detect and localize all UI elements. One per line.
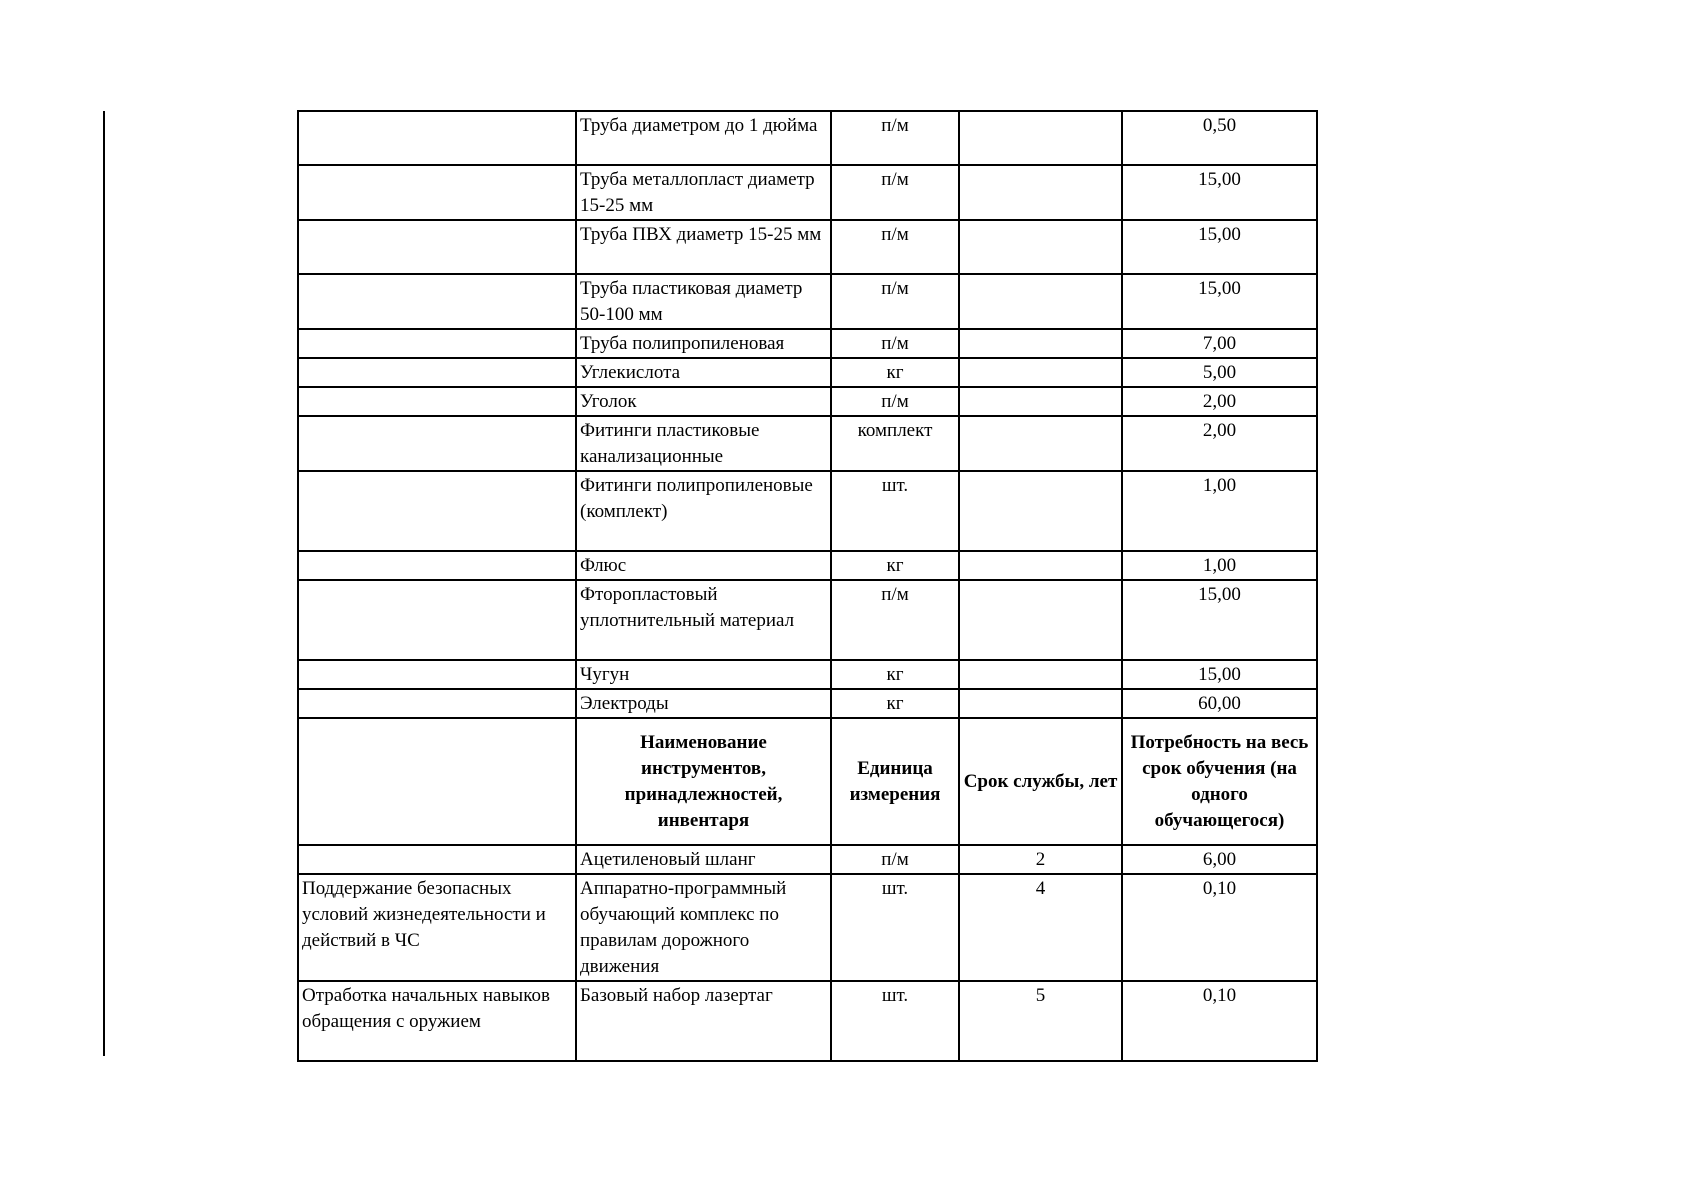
quantity-cell: 1,00	[1122, 471, 1317, 551]
item-name-cell: Чугун	[576, 660, 831, 689]
table-row	[298, 358, 1317, 387]
table-row	[298, 874, 1317, 981]
service-life-cell: 2	[959, 845, 1122, 874]
category-cell: Отработка начальных навыков обращения с оружием	[298, 981, 576, 1061]
unit-cell: п/м	[831, 111, 959, 165]
category-cell	[298, 111, 576, 165]
unit-cell: п/м	[831, 220, 959, 274]
item-name-cell: Труба металлопласт диаметр 15-25 мм	[576, 165, 831, 220]
category-cell	[298, 416, 576, 471]
table-row	[298, 981, 1317, 1061]
quantity-cell: 2,00	[1122, 416, 1317, 471]
service-life-cell	[959, 111, 1122, 165]
service-life-cell	[959, 387, 1122, 416]
service-life-cell	[959, 274, 1122, 329]
item-name-cell: Фитинги полипропиленовые (комплект)	[576, 471, 831, 551]
quantity-cell: 15,00	[1122, 165, 1317, 220]
table-row	[298, 689, 1317, 718]
table-row	[298, 274, 1317, 329]
quantity-cell: 15,00	[1122, 220, 1317, 274]
page-margin-line	[103, 111, 105, 1056]
quantity-cell: 15,00	[1122, 580, 1317, 660]
item-name-cell: Флюс	[576, 551, 831, 580]
tools-header-row	[298, 718, 1317, 845]
table-row	[298, 416, 1317, 471]
unit-cell: кг	[831, 660, 959, 689]
item-name-cell: Базовый набор лазертаг	[576, 981, 831, 1061]
unit-cell: шт.	[831, 981, 959, 1061]
unit-cell: шт.	[831, 471, 959, 551]
category-cell	[298, 689, 576, 718]
category-cell	[298, 165, 576, 220]
header-service-life-cell: Срок службы, лет	[959, 718, 1122, 845]
quantity-cell: 15,00	[1122, 274, 1317, 329]
unit-cell: кг	[831, 358, 959, 387]
unit-cell: п/м	[831, 580, 959, 660]
item-name-cell: Фторопластовый уплотнительный материал	[576, 580, 831, 660]
unit-cell: шт.	[831, 874, 959, 981]
service-life-cell	[959, 551, 1122, 580]
table-row	[298, 165, 1317, 220]
item-name-cell: Уголок	[576, 387, 831, 416]
service-life-cell	[959, 329, 1122, 358]
table-row	[298, 387, 1317, 416]
quantity-cell: 5,00	[1122, 358, 1317, 387]
header-name-cell: Наименование инструментов, принадлежностей, инвентаря	[576, 718, 831, 845]
table-row	[298, 111, 1317, 165]
quantity-cell: 0,10	[1122, 981, 1317, 1061]
service-life-cell: 4	[959, 874, 1122, 981]
quantity-cell: 6,00	[1122, 845, 1317, 874]
item-name-cell: Ацетиленовый шланг	[576, 845, 831, 874]
service-life-cell	[959, 660, 1122, 689]
service-life-cell	[959, 165, 1122, 220]
table-row	[298, 845, 1317, 874]
category-cell	[298, 471, 576, 551]
category-cell	[298, 329, 576, 358]
table-row	[298, 471, 1317, 551]
category-cell	[298, 580, 576, 660]
category-cell	[298, 220, 576, 274]
category-cell	[298, 274, 576, 329]
quantity-cell: 15,00	[1122, 660, 1317, 689]
category-cell	[298, 358, 576, 387]
unit-cell: п/м	[831, 274, 959, 329]
header-category-cell	[298, 718, 576, 845]
item-name-cell: Электроды	[576, 689, 831, 718]
category-cell	[298, 551, 576, 580]
item-name-cell: Труба ПВХ диаметр 15-25 мм	[576, 220, 831, 274]
category-cell	[298, 387, 576, 416]
unit-cell: комплект	[831, 416, 959, 471]
category-cell	[298, 845, 576, 874]
table-row	[298, 660, 1317, 689]
unit-cell: п/м	[831, 329, 959, 358]
service-life-cell	[959, 220, 1122, 274]
header-unit-cell: Единица измерения	[831, 718, 959, 845]
table-row	[298, 220, 1317, 274]
quantity-cell: 60,00	[1122, 689, 1317, 718]
item-name-cell: Углекислота	[576, 358, 831, 387]
unit-cell: кг	[831, 689, 959, 718]
quantity-cell: 7,00	[1122, 329, 1317, 358]
quantity-cell: 2,00	[1122, 387, 1317, 416]
quantity-cell: 1,00	[1122, 551, 1317, 580]
table-row	[298, 580, 1317, 660]
quantity-cell: 0,50	[1122, 111, 1317, 165]
table-row	[298, 551, 1317, 580]
service-life-cell	[959, 358, 1122, 387]
unit-cell: кг	[831, 551, 959, 580]
service-life-cell: 5	[959, 981, 1122, 1061]
service-life-cell	[959, 416, 1122, 471]
category-cell	[298, 660, 576, 689]
item-name-cell: Фитинги пластиковые канализационные	[576, 416, 831, 471]
item-name-cell: Труба диаметром до 1 дюйма	[576, 111, 831, 165]
materials-table	[297, 110, 1318, 1062]
service-life-cell	[959, 689, 1122, 718]
unit-cell: п/м	[831, 845, 959, 874]
service-life-cell	[959, 580, 1122, 660]
unit-cell: п/м	[831, 165, 959, 220]
item-name-cell: Труба пластиковая диаметр 50-100 мм	[576, 274, 831, 329]
unit-cell: п/м	[831, 387, 959, 416]
item-name-cell: Труба полипропиленовая	[576, 329, 831, 358]
table-row	[298, 329, 1317, 358]
service-life-cell	[959, 471, 1122, 551]
quantity-cell: 0,10	[1122, 874, 1317, 981]
item-name-cell: Аппаратно-программный обучающий комплекс по правилам дорожного движения	[576, 874, 831, 981]
category-cell: Поддержание безопасных условий жизнедеятельности и действий в ЧС	[298, 874, 576, 981]
header-quantity-cell: Потребность на весь срок обучения (на одного обучающегося)	[1122, 718, 1317, 845]
